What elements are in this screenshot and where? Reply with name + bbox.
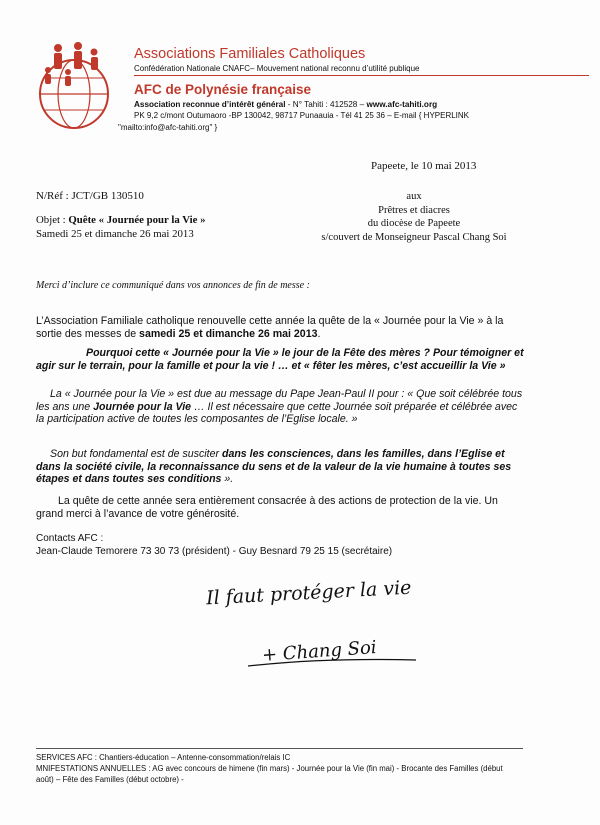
website-link[interactable]: www.afc-tahiti.org: [366, 100, 438, 109]
contacts-line: Jean-Claude Temorere 73 30 73 (président) - Guy Besnard 79 25 15 (secrétaire): [36, 546, 393, 557]
p4-bold: dans les consciences, dans les familles, dans l’Eglise et dans la société civile, la reconnaissance du sens et de la valeur de la vie humaine à toutes ses étapes et dans toutes ses conditions: [36, 448, 512, 485]
p1-bold: samedi 25 et dimanche 26 mai 2013: [139, 327, 318, 340]
p4-text: Son but fondamental est de susciter: [50, 448, 222, 460]
p4-end: ».: [221, 473, 234, 485]
paragraph-5: La quête de cette année sera entièrement consacrée à des actions de protection de la vie. Un grand merci à l’avance de votre générosité.: [36, 495, 498, 520]
signature: + Chang Soi: [261, 637, 378, 666]
p3-bold: Journée pour la Vie: [93, 400, 192, 413]
recipient-line: Prêtres et diacres: [378, 204, 450, 216]
footer-line: SERVICES AFC : Chantiers-éducation – Antenne-consommation/relais IC: [36, 753, 291, 762]
footer-line: MNIFESTATIONS ANNUELLES : AG avec concours de himene (fin mars) - Journée pour la Vie (fin mai) - Brocante des Familles (début août) – Fête des Familles (début octobre) -: [36, 764, 503, 784]
paragraph-4: [36, 448, 524, 486]
letter-date: Papeete, le 10 mai 2013: [371, 160, 477, 172]
mailto-line: "mailto:info@afc-tahiti.org" }: [118, 123, 218, 132]
assoc-line: [134, 100, 437, 109]
signature-underline: [246, 640, 426, 680]
p1-text: L’Association Familiale catholique renouvelle cette année la quête de la « Journée pour la Vie » à la sortie des messes de: [36, 315, 504, 340]
footer-divider: [36, 748, 523, 749]
assoc-bold: Association reconnue d’intérêt général: [134, 100, 286, 109]
handwritten-note: Il faut protéger la vie: [205, 576, 412, 610]
assoc-rest: - N° Tahiti : 412528 –: [285, 100, 367, 109]
address-line: PK 9,2 c/mont Outumaoro -BP 130042, 98717 Punaauia - Tél 41 25 36 – E-mail { HYPERLINK: [134, 111, 470, 120]
org-subtitle: Confédération Nationale CNAFC– Mouvement national reconnu d’utilité publique: [134, 64, 420, 73]
paragraph-3: [36, 388, 524, 426]
recipient-line: du diocèse de Papeete: [367, 218, 461, 229]
paragraph-2: Pourquoi cette « Journée pour la Vie » le jour de la Fête des mères ? Pour témoigner et agir sur le terrain, pour la famille et pour la vie ! … et « fêter les mères, c’est accueillir la Vie »: [36, 347, 524, 372]
footer: [36, 752, 520, 785]
objet-value: Quête « Journée pour la Vie »: [68, 214, 206, 226]
p3-end: … Il est nécessaire que cette Journée soit préparée et célébrée avec la participation active de toutes les composantes de l’Eglise locale. »: [36, 400, 518, 425]
recipient-line: s/couvert de Monseigneur Pascal Chang Soi: [321, 231, 507, 243]
objet-dates: Samedi 25 et dimanche 26 mai 2013: [36, 227, 194, 240]
recipient-block: [300, 190, 528, 244]
paragraph-1: [36, 315, 524, 340]
merci-line: Merci d’inclure ce communiqué dans vos annonces de fin de messe :: [36, 280, 310, 291]
recipient-line: aux: [406, 191, 422, 202]
afc-title: AFC de Polynésie française: [134, 82, 312, 97]
p1-end: .: [317, 327, 321, 340]
objet-label: Objet :: [36, 214, 69, 226]
header-divider: [134, 75, 589, 76]
contacts-block: [36, 532, 392, 558]
afc-logo: [34, 42, 114, 132]
objet-block: [36, 214, 206, 241]
p3-text: La « Journée pour la Vie » est due au message du Pape Jean-Paul II pour : « Que soit célébrée tous les ans une: [36, 388, 523, 413]
letter-ref: N/Réf : JCT/GB 130510: [36, 190, 144, 202]
org-title: Associations Familiales Catholiques: [134, 46, 366, 62]
contacts-label: Contacts AFC :: [36, 533, 104, 544]
